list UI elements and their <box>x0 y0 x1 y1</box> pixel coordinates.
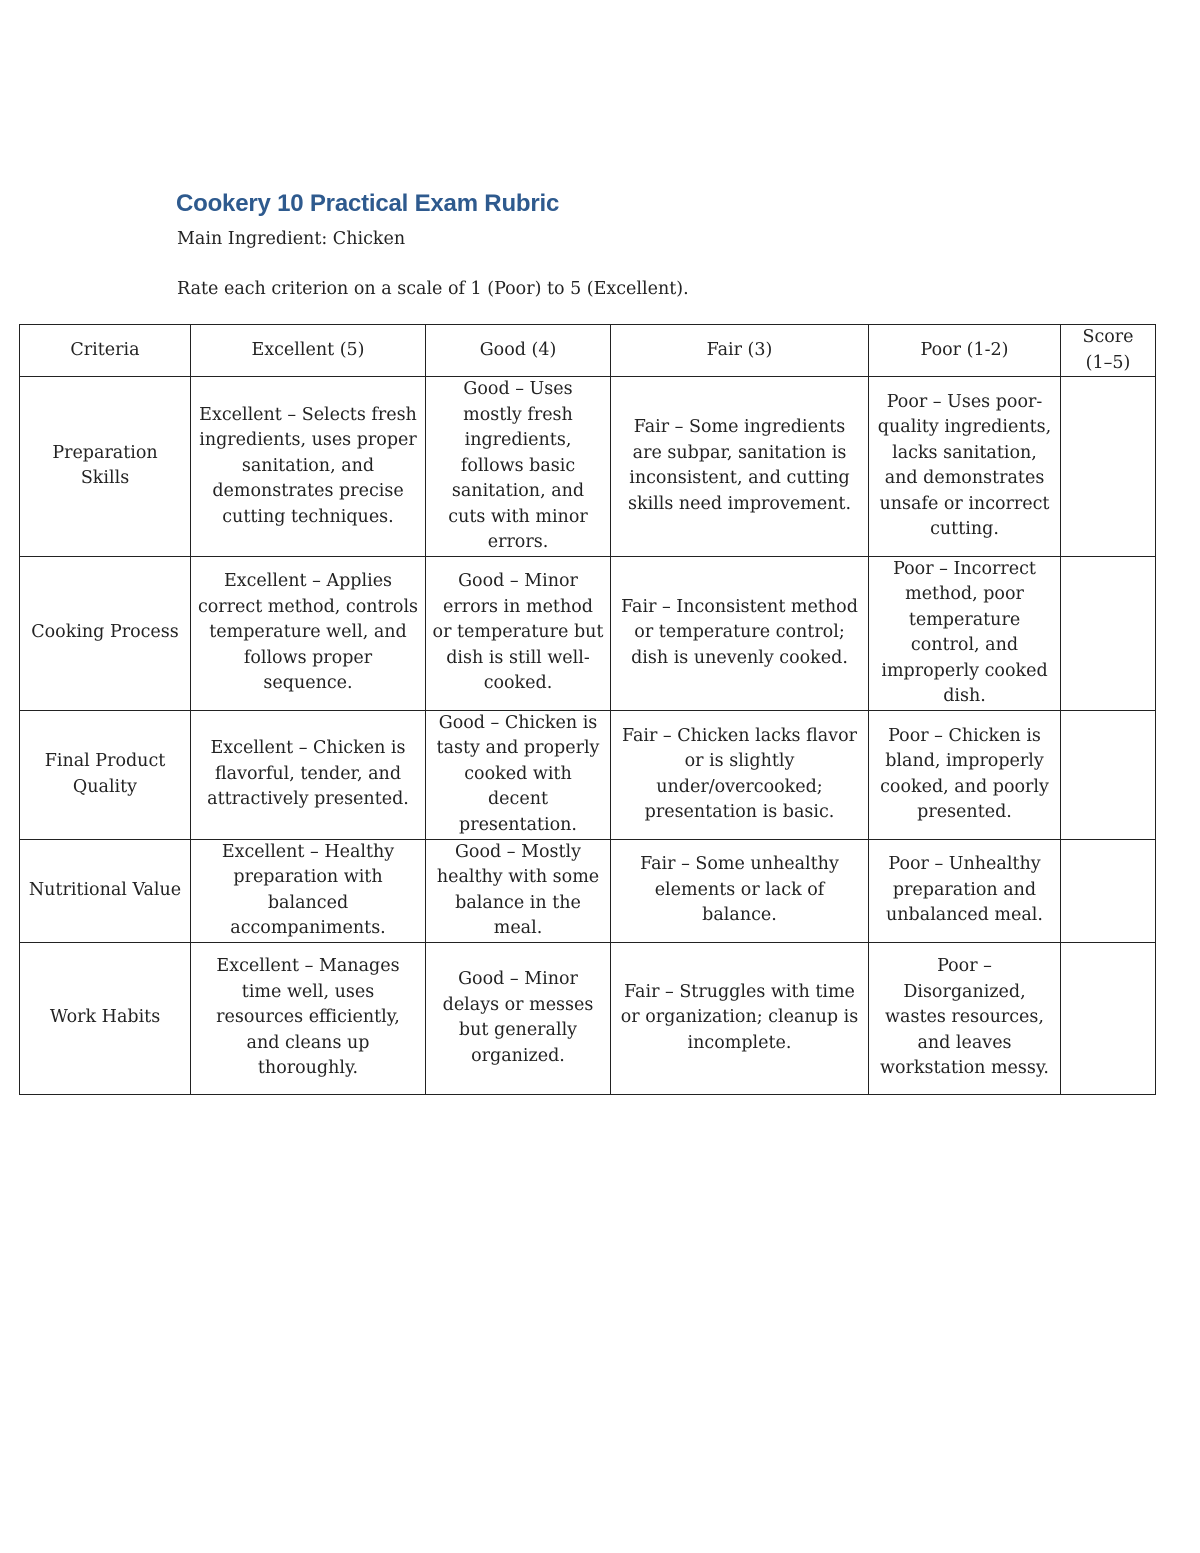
excellent-cell: Excellent – Applies correct method, controls temperature well, and follows proper sequence. <box>191 556 426 710</box>
fair-cell: Fair – Some unhealthy elements or lack of balance. <box>611 839 869 942</box>
good-cell: Good – Uses mostly fresh ingredients, follows basic sanitation, and cuts with minor errors. <box>426 377 611 557</box>
score-cell[interactable] <box>1061 942 1156 1094</box>
fair-cell: Fair – Struggles with time or organization; cleanup is incomplete. <box>611 942 869 1094</box>
score-cell[interactable] <box>1061 377 1156 557</box>
table-header-row <box>20 325 1156 377</box>
criteria-cell: Cooking Process <box>20 556 191 710</box>
excellent-cell: Excellent – Manages time well, uses resources efficiently, and cleans up thoroughly. <box>191 942 426 1094</box>
fair-cell: Fair – Inconsistent method or temperature control; dish is unevenly cooked. <box>611 556 869 710</box>
header-criteria: Criteria <box>20 325 191 377</box>
score-cell[interactable] <box>1061 556 1156 710</box>
fair-cell: Fair – Some ingredients are subpar, sanitation is inconsistent, and cutting skills need improvement. <box>611 377 869 557</box>
poor-cell: Poor – Uses poor-quality ingredients, lacks sanitation, and demonstrates unsafe or incorrect cutting. <box>869 377 1061 557</box>
rating-instructions: Rate each criterion on a scale of 1 (Poor) to 5 (Excellent). <box>177 279 689 299</box>
table-row <box>20 556 1156 710</box>
score-cell[interactable] <box>1061 710 1156 839</box>
header-poor: Poor (1-2) <box>869 325 1061 377</box>
poor-cell: Poor – Incorrect method, poor temperature control, and improperly cooked dish. <box>869 556 1061 710</box>
table-row <box>20 839 1156 942</box>
excellent-cell: Excellent – Healthy preparation with balanced accompaniments. <box>191 839 426 942</box>
table-row <box>20 377 1156 557</box>
header-score: Score (1–5) <box>1061 325 1156 377</box>
good-cell: Good – Minor errors in method or temperature but dish is still well-cooked. <box>426 556 611 710</box>
excellent-cell: Excellent – Chicken is flavorful, tender, and attractively presented. <box>191 710 426 839</box>
criteria-cell: Nutritional Value <box>20 839 191 942</box>
good-cell: Good – Mostly healthy with some balance in the meal. <box>426 839 611 942</box>
good-cell: Good – Minor delays or messes but generally organized. <box>426 942 611 1094</box>
criteria-cell: Preparation Skills <box>20 377 191 557</box>
poor-cell: Poor – Chicken is bland, improperly cooked, and poorly presented. <box>869 710 1061 839</box>
criteria-cell: Work Habits <box>20 942 191 1094</box>
table-row <box>20 942 1156 1094</box>
good-cell: Good – Chicken is tasty and properly cooked with decent presentation. <box>426 710 611 839</box>
poor-cell: Poor – Unhealthy preparation and unbalanced meal. <box>869 839 1061 942</box>
header-fair: Fair (3) <box>611 325 869 377</box>
excellent-cell: Excellent – Selects fresh ingredients, uses proper sanitation, and demonstrates precise cutting techniques. <box>191 377 426 557</box>
fair-cell: Fair – Chicken lacks flavor or is slightly under/overcooked; presentation is basic. <box>611 710 869 839</box>
header-excellent: Excellent (5) <box>191 325 426 377</box>
criteria-cell: Final Product Quality <box>20 710 191 839</box>
header-good: Good (4) <box>426 325 611 377</box>
main-ingredient-line: Main Ingredient: Chicken <box>177 229 406 249</box>
rubric-table <box>19 324 1156 1095</box>
poor-cell: Poor – Disorganized, wastes resources, and leaves workstation messy. <box>869 942 1061 1094</box>
score-cell[interactable] <box>1061 839 1156 942</box>
document-title: Cookery 10 Practical Exam Rubric <box>176 190 560 217</box>
table-row <box>20 710 1156 839</box>
